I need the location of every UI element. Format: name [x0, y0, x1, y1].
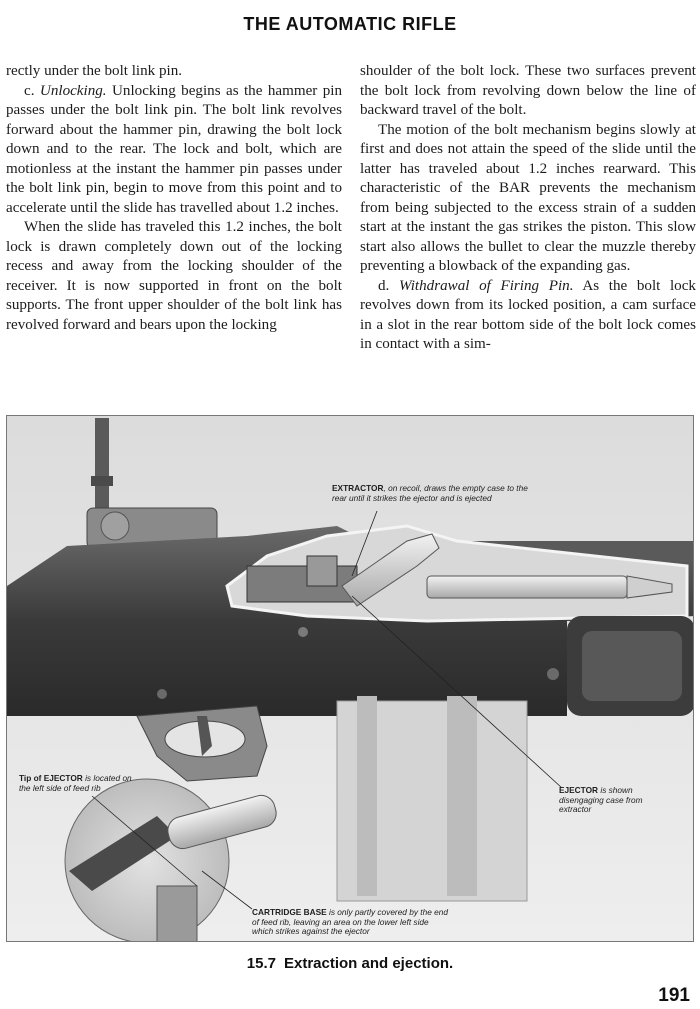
paragraph: rectly under the bolt link pin. — [6, 63, 183, 79]
paragraph-heading: Withdrawal of Firing Pin. — [399, 277, 574, 294]
left-text-column — [6, 62, 342, 335]
figure-caption — [0, 955, 700, 972]
paragraph-body: As the bolt lock revolves down from its locked position, a cam surface in a slot in the rear bottom side of the bolt lock comes in contact with a sim- — [360, 277, 696, 352]
paragraph-heading: Unlocking. — [39, 82, 107, 99]
paragraph: When the slide has traveled this 1.2 inches, the bolt lock is drawn completely down out of the locking recess and away from the locking shoulder of the receiver. It is now supported in front on the bolt supports. The front upper shoulder of the bolt link has revolved forward and bears upon the locking — [6, 219, 342, 333]
paragraph-unlocking — [6, 82, 342, 219]
running-header: THE AUTOMATIC RIFLE — [243, 14, 457, 34]
figure-number: 15.7 — [246, 955, 276, 972]
paragraph-label: d. — [378, 277, 390, 294]
paragraph-withdrawal — [360, 277, 696, 355]
paragraph: shoulder of the bolt lock. These two surfaces prevent the bolt lock from revolving down below the line of backward travel of the bolt. — [360, 63, 696, 118]
ejector-callout: EJECTOR is shown disengaging case from extractor — [559, 785, 643, 814]
paragraph-body: Unlocking begins as the hammer pin passes under the bolt link pin. The bolt link revolves forward about the hammer pin, drawing the bolt lock down and to the rear. The lock and bolt, which are motionless at the instant the hammer pin passes under the bolt link pin, begin to move from this point and to accelerate until the slide has travelled about 1.2 inches. — [6, 82, 343, 216]
page-number: 191 — [658, 985, 690, 1006]
extractor-callout: EXTRACTOR, on recoil, draws the empty case to the rear until it strikes the ejector and is ejected — [332, 483, 528, 503]
paragraph: The motion of the bolt mechanism begins slowly at first and does not attain the speed of the slide until the latter has traveled about 1.2 inches rearward. This characteristic of the BAR prevents the mechanism from being subjected to the excess strain of a sudden start at the instant the gas strikes the piston. This slow start also allows the bullet to clear the muzzle thereby preventing a blowback of the expanding gas. — [360, 121, 696, 274]
cartridge-base-callout: CARTRIDGE BASE is only partly covered by the end of feed rib, leaving an area on the lower left side which strikes against the ejector — [252, 907, 448, 936]
right-text-column — [360, 62, 696, 355]
figure-caption-text: Extraction and ejection. — [283, 955, 454, 972]
paragraph-label: c. — [24, 82, 35, 99]
ejector-tip-callout: Tip of EJECTOR is located on the left side of feed rib — [19, 773, 132, 793]
figure-extraction-illustration — [6, 415, 694, 942]
